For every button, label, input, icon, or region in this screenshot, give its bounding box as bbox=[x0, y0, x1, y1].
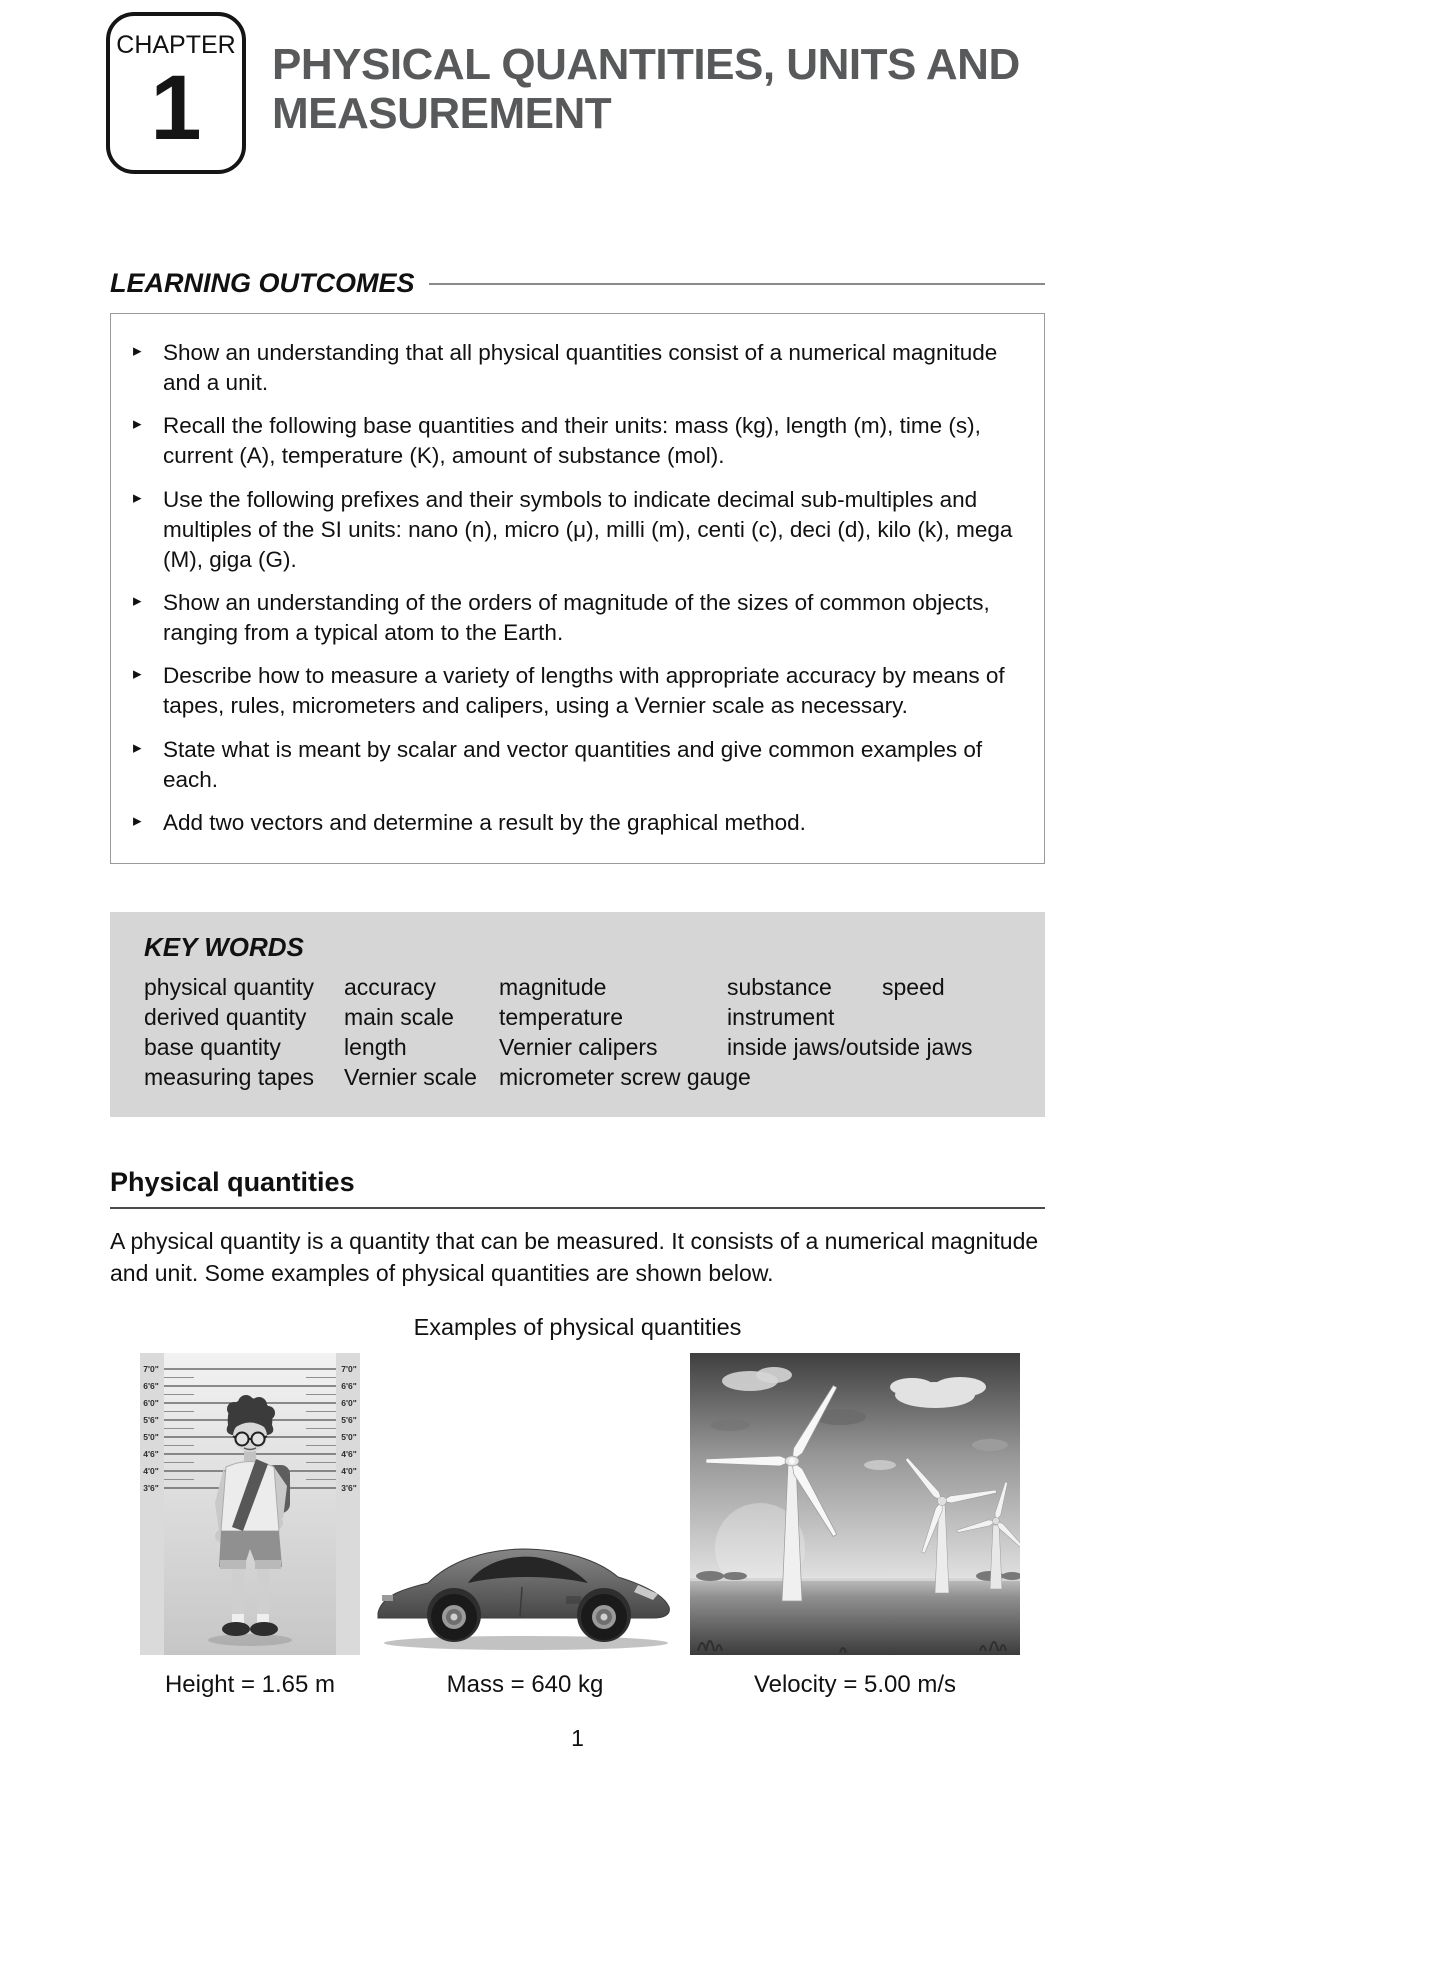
outcome-text: State what is meant by scalar and vector quantities and give common examples of each. bbox=[163, 736, 983, 792]
key-word: length bbox=[344, 1033, 407, 1060]
page-number: 1 bbox=[571, 1724, 584, 1751]
title-line-1: PHYSICAL QUANTITIES, UNITS AND bbox=[272, 40, 1020, 89]
key-word: instrument bbox=[727, 1003, 835, 1030]
key-word: magnitude bbox=[499, 973, 607, 1000]
list-item bbox=[133, 411, 1016, 471]
key-words-grid bbox=[144, 973, 1025, 1093]
scale-label: 4'0" bbox=[143, 1465, 159, 1476]
figure-height bbox=[140, 1353, 360, 1699]
figure-caption: Velocity = 5.00 m/s bbox=[753, 1670, 957, 1698]
list-item bbox=[133, 338, 1016, 398]
list-item bbox=[133, 735, 1016, 795]
key-word: derived quantity bbox=[144, 1003, 307, 1030]
list-item bbox=[133, 661, 1016, 721]
scale-label: 6'6" bbox=[143, 1380, 159, 1391]
chapter-badge bbox=[106, 12, 246, 174]
key-word: Vernier calipers bbox=[499, 1033, 658, 1060]
key-word: Vernier scale bbox=[344, 1063, 477, 1090]
scale-label: 4'0" bbox=[341, 1465, 357, 1476]
outcome-text: Show an understanding that all physical quantities consist of a numerical magnitude and a unit. bbox=[163, 340, 998, 396]
scale-label: 4'6" bbox=[143, 1448, 159, 1459]
scale-label: 3'6" bbox=[341, 1482, 357, 1493]
figure-caption: Mass = 640 kg bbox=[446, 1670, 604, 1698]
scale-label: 6'0" bbox=[341, 1397, 357, 1408]
key-words-box bbox=[110, 912, 1045, 1117]
rear-wheel bbox=[427, 1588, 481, 1642]
list-item bbox=[133, 588, 1016, 648]
key-word: temperature bbox=[499, 1003, 624, 1030]
scale-label: 7'0" bbox=[143, 1363, 159, 1374]
outcome-text: Use the following prefixes and their symbols to indicate decimal sub-multiples and multiples of the SI units: nano (n), micro (μ), milli (m), centi (c), deci (d), kilo (k), mega (M), giga (G). bbox=[163, 486, 1013, 572]
section-paragraph: A physical quantity is a quantity that can be measured. It consists of a numerical magnitude and unit. Some examples of physical quantities are shown below. bbox=[110, 1227, 1039, 1287]
key-words-column bbox=[882, 973, 1025, 1093]
bullet-arrow-icon: ▸ bbox=[133, 810, 142, 830]
key-word: measuring tapes bbox=[144, 1063, 315, 1090]
scale-label: 5'0" bbox=[341, 1431, 357, 1442]
figures-row bbox=[110, 1353, 1045, 1699]
learning-outcomes-heading: LEARNING OUTCOMES bbox=[110, 268, 415, 298]
list-item bbox=[133, 485, 1016, 575]
outcome-text: Describe how to measure a variety of lengths with appropriate accuracy by means of tapes, rules, micrometers and calipers, using a Vernier scale as necessary. bbox=[163, 663, 1005, 719]
key-word: speed bbox=[882, 973, 945, 1000]
physical-quantities-section bbox=[110, 1167, 1045, 1752]
page-title bbox=[272, 40, 1020, 139]
height-chart-illustration bbox=[140, 1353, 360, 1655]
figure-velocity bbox=[690, 1353, 1020, 1699]
scale-label: 3'6" bbox=[143, 1482, 159, 1493]
outcome-text: Add two vectors and determine a result by the graphical method. bbox=[163, 809, 806, 835]
bullet-arrow-icon: ▸ bbox=[133, 414, 142, 434]
scale-label: 6'0" bbox=[143, 1397, 159, 1408]
scale-label: 6'6" bbox=[341, 1380, 357, 1391]
key-word: inside jaws/outside jaws bbox=[727, 1033, 973, 1060]
car-image bbox=[370, 1353, 680, 1655]
height-chart-image bbox=[140, 1353, 360, 1655]
key-word: physical quantity bbox=[144, 973, 315, 1000]
chapter-number: 1 bbox=[150, 57, 202, 159]
key-words-column bbox=[144, 973, 344, 1093]
scale-label: 5'6" bbox=[143, 1414, 159, 1425]
heading-rule bbox=[429, 283, 1045, 285]
scale-label: 5'6" bbox=[341, 1414, 357, 1425]
scale-label: 7'0" bbox=[341, 1363, 357, 1374]
outcome-text: Show an understanding of the orders of magnitude of the sizes of common objects, ranging from a typical atom to the Earth. bbox=[163, 589, 990, 646]
key-word: accuracy bbox=[344, 973, 437, 1000]
key-word: micrometer screw gauge bbox=[499, 1063, 751, 1090]
learning-outcomes-box bbox=[110, 313, 1045, 864]
bullet-arrow-icon: ▸ bbox=[133, 487, 142, 507]
learning-outcomes-heading-row bbox=[110, 268, 1045, 299]
key-word: base quantity bbox=[144, 1033, 281, 1060]
learning-outcomes-section bbox=[110, 268, 1045, 864]
chapter-label: CHAPTER bbox=[116, 31, 236, 59]
figure-caption: Height = 1.65 m bbox=[164, 1670, 336, 1698]
chapter-header bbox=[110, 12, 1045, 174]
key-word: substance bbox=[727, 973, 832, 1000]
front-wheel bbox=[577, 1588, 631, 1642]
outcome-text: Recall the following base quantities and their units: mass (kg), length (m), time (s), current (A), temperature (K), amount of substance (mol). bbox=[163, 413, 981, 469]
examples-title: Examples of physical quantities bbox=[413, 1313, 742, 1340]
key-words-column bbox=[499, 973, 751, 1093]
figure-mass bbox=[370, 1353, 680, 1699]
section-heading: Physical quantities bbox=[110, 1167, 1045, 1209]
bullet-arrow-icon: ▸ bbox=[133, 737, 142, 757]
scale-label: 4'6" bbox=[341, 1448, 357, 1459]
title-line-2: MEASUREMENT bbox=[272, 89, 612, 139]
bullet-arrow-icon: ▸ bbox=[133, 341, 142, 360]
key-word: main scale bbox=[344, 1003, 454, 1030]
key-words-column bbox=[344, 973, 499, 1093]
page-content bbox=[110, 12, 1045, 1752]
list-item bbox=[133, 808, 1016, 838]
scale-label: 5'0" bbox=[143, 1431, 159, 1442]
bullet-arrow-icon: ▸ bbox=[133, 590, 142, 610]
car-illustration bbox=[370, 1495, 680, 1655]
wind-turbines-illustration bbox=[690, 1353, 1020, 1655]
key-words-heading: KEY WORDS bbox=[144, 931, 304, 962]
wind-turbines-image bbox=[690, 1353, 1020, 1655]
bullet-arrow-icon: ▸ bbox=[133, 664, 142, 684]
